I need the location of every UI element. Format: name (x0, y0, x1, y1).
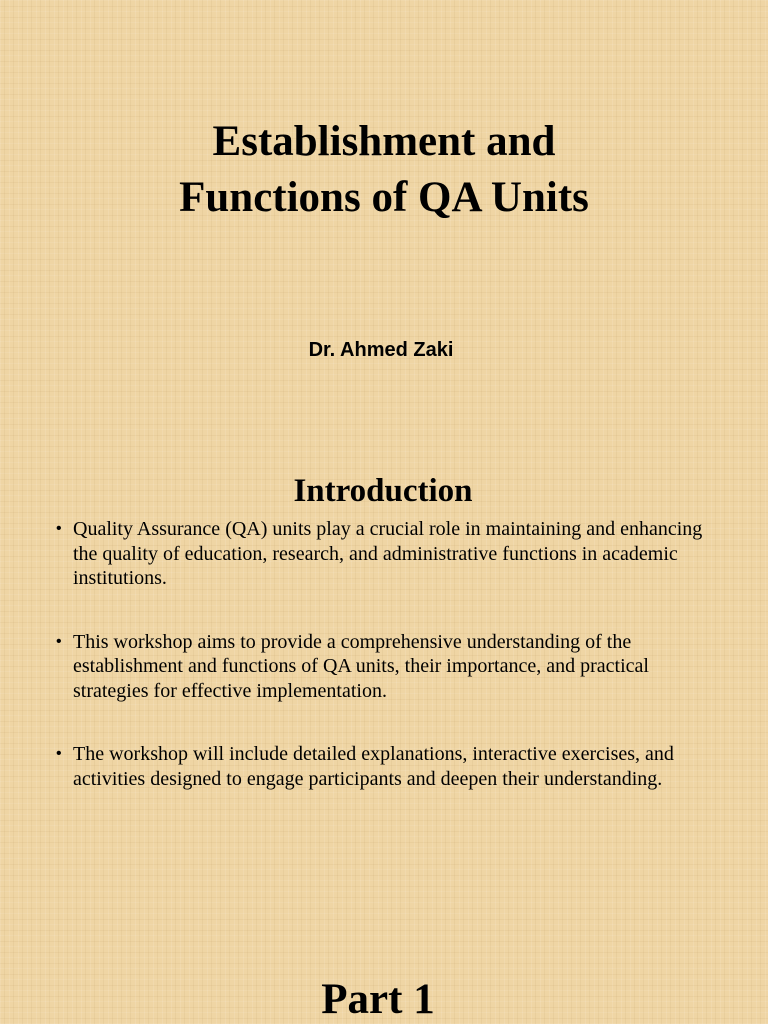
part-heading: Part 1 (321, 976, 435, 1023)
introduction-heading: Introduction (293, 473, 473, 509)
bullet-item (56, 630, 726, 704)
introduction-bullet-list (56, 517, 726, 830)
author-name: Dr. Ahmed Zaki (308, 339, 454, 361)
slide-title-line-2: Functions of QA Units (179, 174, 589, 221)
bullet-text: This workshop aims to provide a comprehensive understanding of the establishment and functions of QA units, their importance, and practical strategies for effective implementation. (73, 630, 649, 702)
bullet-text: The workshop will include detailed explanations, interactive exercises, and activities designed to engage participants and deepen their understanding. (73, 743, 674, 790)
bullet-dot-icon: • (56, 745, 62, 762)
bullet-dot-icon: • (56, 632, 62, 650)
bullet-item (56, 517, 726, 591)
bullet-text: Quality Assurance (QA) units play a crucial role in maintaining and enhancing the quality of education, research, and administrative functions in academic institutions. (73, 518, 703, 589)
slide-title-line-1: Establishment and (212, 118, 556, 165)
bullet-item (56, 742, 726, 791)
bullet-dot-icon: • (56, 520, 62, 537)
slide-title (0, 114, 768, 226)
